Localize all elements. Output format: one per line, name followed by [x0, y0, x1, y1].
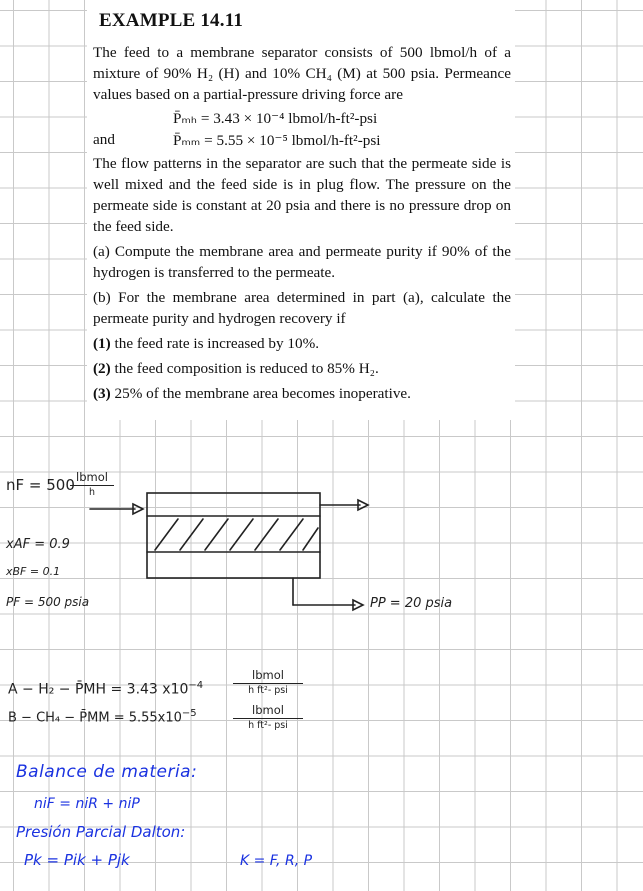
feed-arrow-head	[133, 504, 143, 514]
component-a-text: A − H₂ − P̄MH = 3.43 x10	[8, 681, 189, 698]
xbf-label: xBF = 0.1	[6, 565, 61, 578]
dalton-k-values: K = F, R, P	[240, 853, 313, 869]
item-text: 25% of the membrane area becomes inoperative.	[114, 385, 411, 402]
xaf-label: xAF = 0.9	[6, 537, 70, 552]
component-a-line	[8, 680, 203, 698]
hatch-line	[205, 519, 228, 550]
item-text: the feed composition is reduced to 85% H₂.	[114, 360, 379, 377]
component-b-line	[8, 708, 197, 725]
item-number: (2)	[93, 360, 111, 377]
list-item	[93, 358, 515, 379]
textbook-excerpt	[87, 0, 515, 420]
permeate-pressure-label: PP = 20 psia	[370, 596, 453, 611]
problem-intro: The feed to a membrane separator consists of 500 lbmol/h of a mixture of 90% H₂ (H) and 10% CH₄ (M) at 500 psia. Permeance values based on a partial-pressure driving force are	[93, 44, 511, 103]
and-label: and	[93, 131, 115, 148]
feed-flow-label: nF = 500	[6, 476, 75, 494]
feed-pressure-label: PF = 500 psia	[6, 595, 90, 609]
feed-flow-unit	[70, 470, 114, 498]
unit-numerator: lbmol	[70, 470, 114, 486]
item-text: the feed rate is increased by 10%.	[114, 335, 320, 352]
component-b-unit	[233, 703, 303, 731]
flow-description: The flow patterns in the separator are such that the permeate side is well mixed and the feed side is in plug flow. The pressure on the permeate side is constant at 20 psia and there is no pressure drop on the feed side.	[93, 155, 511, 235]
unit-numerator: lbmol	[233, 703, 303, 719]
item-number: (3)	[93, 385, 111, 402]
hatch-line	[255, 519, 278, 550]
hatch-line	[180, 519, 203, 550]
unit-denominator: h	[88, 487, 96, 498]
hatch-line	[230, 519, 253, 550]
permeate-arrow-head	[353, 600, 363, 610]
list-item	[93, 333, 515, 354]
permeance-ch4-equation: P̄ₘₘ = 5.55 × 10⁻⁵ lbmol/h-ft²-psi	[173, 132, 381, 149]
component-a-exponent: −4	[188, 680, 204, 691]
list-item	[93, 383, 515, 404]
unit-numerator: lbmol	[233, 668, 303, 684]
dalton-title: Presión Parcial Dalton:	[16, 823, 186, 841]
part-a: (a) Compute the membrane area and permeate purity if 90% of the hydrogen is transferred to the permeate.	[93, 243, 511, 281]
hatch-line	[280, 519, 303, 550]
unit-denominator: h ft²- psi	[248, 685, 288, 696]
hatch-line	[303, 528, 318, 550]
separator-box	[147, 493, 320, 578]
equation-row-1	[93, 109, 515, 131]
hatch-line	[155, 519, 178, 550]
retentate-arrow-head	[358, 500, 368, 510]
balance-title: Balance de materia:	[16, 762, 198, 782]
component-b-exponent: −5	[181, 708, 197, 719]
component-a-unit	[233, 668, 303, 696]
example-title: EXAMPLE 14.11	[99, 10, 244, 31]
dalton-equation: Pk = Pik + Pjk	[24, 851, 130, 869]
component-b-text: B − CH₄ − P̄MM = 5.55x10	[8, 710, 182, 726]
balance-equation: niF = niR + niP	[34, 796, 140, 812]
equation-row-2	[93, 131, 515, 153]
unit-denominator: h ft²- psi	[248, 720, 288, 731]
item-number: (1)	[93, 335, 111, 352]
permeance-h2-equation: P̄ₘₕ = 3.43 × 10⁻⁴ lbmol/h-ft²-psi	[173, 110, 378, 127]
part-b: (b) For the membrane area determined in part (a), calculate the permeate purity and hydrogen recovery if	[93, 289, 511, 327]
